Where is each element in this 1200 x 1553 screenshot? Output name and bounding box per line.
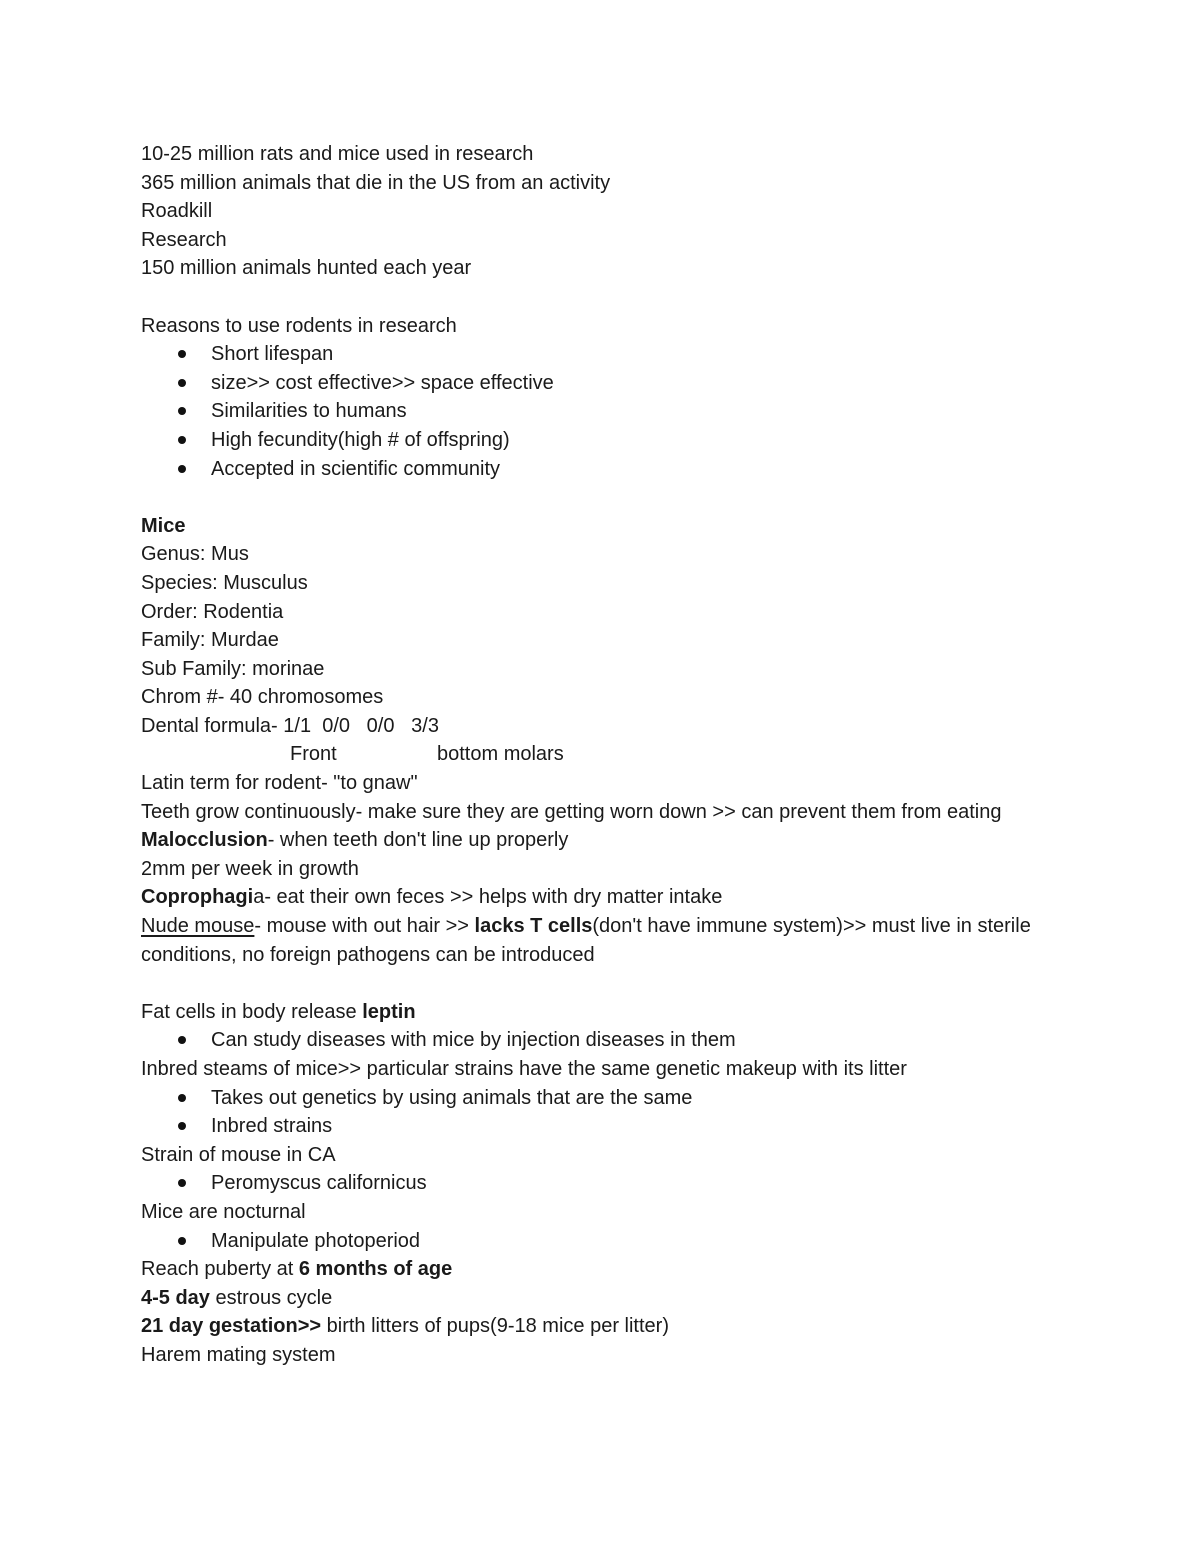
list-item-text: size>> cost effective>> space effective bbox=[211, 371, 554, 394]
taxonomy-line: Order: Rodentia bbox=[141, 600, 284, 623]
intro-line-5: 150 million animals hunted each year bbox=[141, 257, 472, 280]
nude-mouse-bold: lacks T cells bbox=[474, 915, 593, 938]
list-item bbox=[141, 455, 1061, 484]
nude-mouse-term: Nude mouse bbox=[141, 915, 255, 938]
puberty-age: 6 months of age bbox=[298, 1258, 453, 1281]
growth-line: 2mm per week in growth bbox=[141, 857, 359, 880]
estrous-days: 4-5 day bbox=[141, 1286, 210, 1309]
list-item-text: Manipulate photoperiod bbox=[211, 1229, 421, 1252]
estrous-text: estrous cycle bbox=[209, 1286, 333, 1309]
nude-mouse-rest: (don't have immune system)>> must live in sterile conditions, no foreign pathogens can be introduced bbox=[141, 915, 1031, 966]
bullet-icon bbox=[178, 1094, 186, 1102]
list-item bbox=[141, 397, 1061, 426]
leptin-line bbox=[141, 998, 1061, 1027]
strain-line: Strain of mouse in CA bbox=[141, 1143, 336, 1166]
taxonomy-line: Family: Murdae bbox=[141, 629, 279, 652]
coprophagia-definition: a- eat their own feces >> helps with dry matter intake bbox=[253, 886, 723, 909]
list-item-text: Inbred strains bbox=[211, 1115, 333, 1138]
list-item bbox=[141, 1084, 1061, 1113]
nude-mouse-text: - mouse with out hair >> bbox=[254, 915, 475, 938]
teeth-note: Teeth grow continuously- make sure they are getting worn down >> can prevent them from eating bbox=[141, 800, 1002, 823]
dental-formula-labels bbox=[141, 740, 1061, 769]
gestation-line bbox=[141, 1312, 1061, 1341]
gestation-text: birth litters of pups(9-18 mice per litter) bbox=[321, 1315, 669, 1338]
malocclusion-definition: - when teeth don't line up properly bbox=[267, 829, 569, 852]
spacer bbox=[141, 483, 1061, 512]
intro-line-4: Research bbox=[141, 228, 227, 251]
list-item-text: Peromyscus californicus bbox=[211, 1172, 427, 1195]
document-page bbox=[141, 140, 1061, 1370]
coprophagia-line bbox=[141, 883, 1061, 912]
intro-line-1: 10-25 million rats and mice used in research bbox=[141, 143, 534, 165]
coprophagia-term: Coprophagi bbox=[141, 886, 254, 909]
list-item bbox=[141, 369, 1061, 398]
harem-line: Harem mating system bbox=[141, 1343, 336, 1366]
bullet-icon bbox=[178, 1179, 186, 1187]
taxonomy-line: Chrom #- 40 chromosomes bbox=[141, 686, 384, 709]
dental-front-label: Front bbox=[290, 743, 337, 766]
leptin-prefix: Fat cells in body release bbox=[141, 1000, 363, 1023]
puberty-prefix: Reach puberty at bbox=[141, 1258, 299, 1281]
gestation-days: 21 day gestation>> bbox=[141, 1315, 322, 1338]
list-item-text: Takes out genetics by using animals that are the same bbox=[211, 1086, 693, 1109]
list-item-text: Accepted in scientific community bbox=[211, 457, 501, 480]
puberty-line bbox=[141, 1255, 1061, 1284]
bullet-icon bbox=[178, 350, 186, 358]
malocclusion-term: Malocclusion bbox=[141, 829, 268, 852]
list-item bbox=[141, 1112, 1061, 1141]
list-item-text: High fecundity(high # of offspring) bbox=[211, 428, 510, 451]
nude-mouse-note bbox=[141, 912, 1061, 969]
leptin-term: leptin bbox=[362, 1000, 416, 1023]
list-item bbox=[141, 1169, 1061, 1198]
list-item-text: Can study diseases with mice by injection diseases in them bbox=[211, 1029, 736, 1052]
latin-term: Latin term for rodent- "to gnaw" bbox=[141, 772, 418, 795]
list-item bbox=[141, 1026, 1061, 1055]
dental-molars-label: bottom molars bbox=[437, 743, 564, 766]
bullet-icon bbox=[178, 436, 186, 444]
bullet-icon bbox=[178, 407, 186, 415]
taxonomy-line: Sub Family: morinae bbox=[141, 657, 325, 680]
list-item bbox=[141, 426, 1061, 455]
estrous-line bbox=[141, 1284, 1061, 1313]
dental-formula: Dental formula- 1/1 0/0 0/0 3/3 bbox=[141, 714, 439, 737]
inbred-line: Inbred steams of mice>> particular strains have the same genetic makeup with its litter bbox=[141, 1058, 907, 1080]
list-item-text: Short lifespan bbox=[211, 343, 334, 366]
list-item-text: Similarities to humans bbox=[211, 400, 407, 423]
bullet-icon bbox=[178, 379, 186, 387]
mice-heading bbox=[141, 512, 1061, 541]
spacer bbox=[141, 969, 1061, 998]
intro-line-2: 365 million animals that die in the US from an activity bbox=[141, 171, 611, 194]
taxonomy-line: Species: Musculus bbox=[141, 571, 308, 594]
spacer bbox=[141, 283, 1061, 312]
list-item bbox=[141, 1227, 1061, 1256]
intro-line-3: Roadkill bbox=[141, 200, 213, 223]
bullet-icon bbox=[178, 1122, 186, 1130]
bullet-icon bbox=[178, 1237, 186, 1245]
list-item bbox=[141, 340, 1061, 369]
malocclusion-line bbox=[141, 826, 1061, 855]
reasons-heading: Reasons to use rodents in research bbox=[141, 314, 457, 337]
mice-heading-text: Mice bbox=[141, 514, 186, 537]
bullet-icon bbox=[178, 465, 186, 473]
taxonomy-line: Genus: Mus bbox=[141, 543, 249, 566]
nocturnal-line: Mice are nocturnal bbox=[141, 1200, 306, 1223]
bullet-icon bbox=[178, 1036, 186, 1044]
